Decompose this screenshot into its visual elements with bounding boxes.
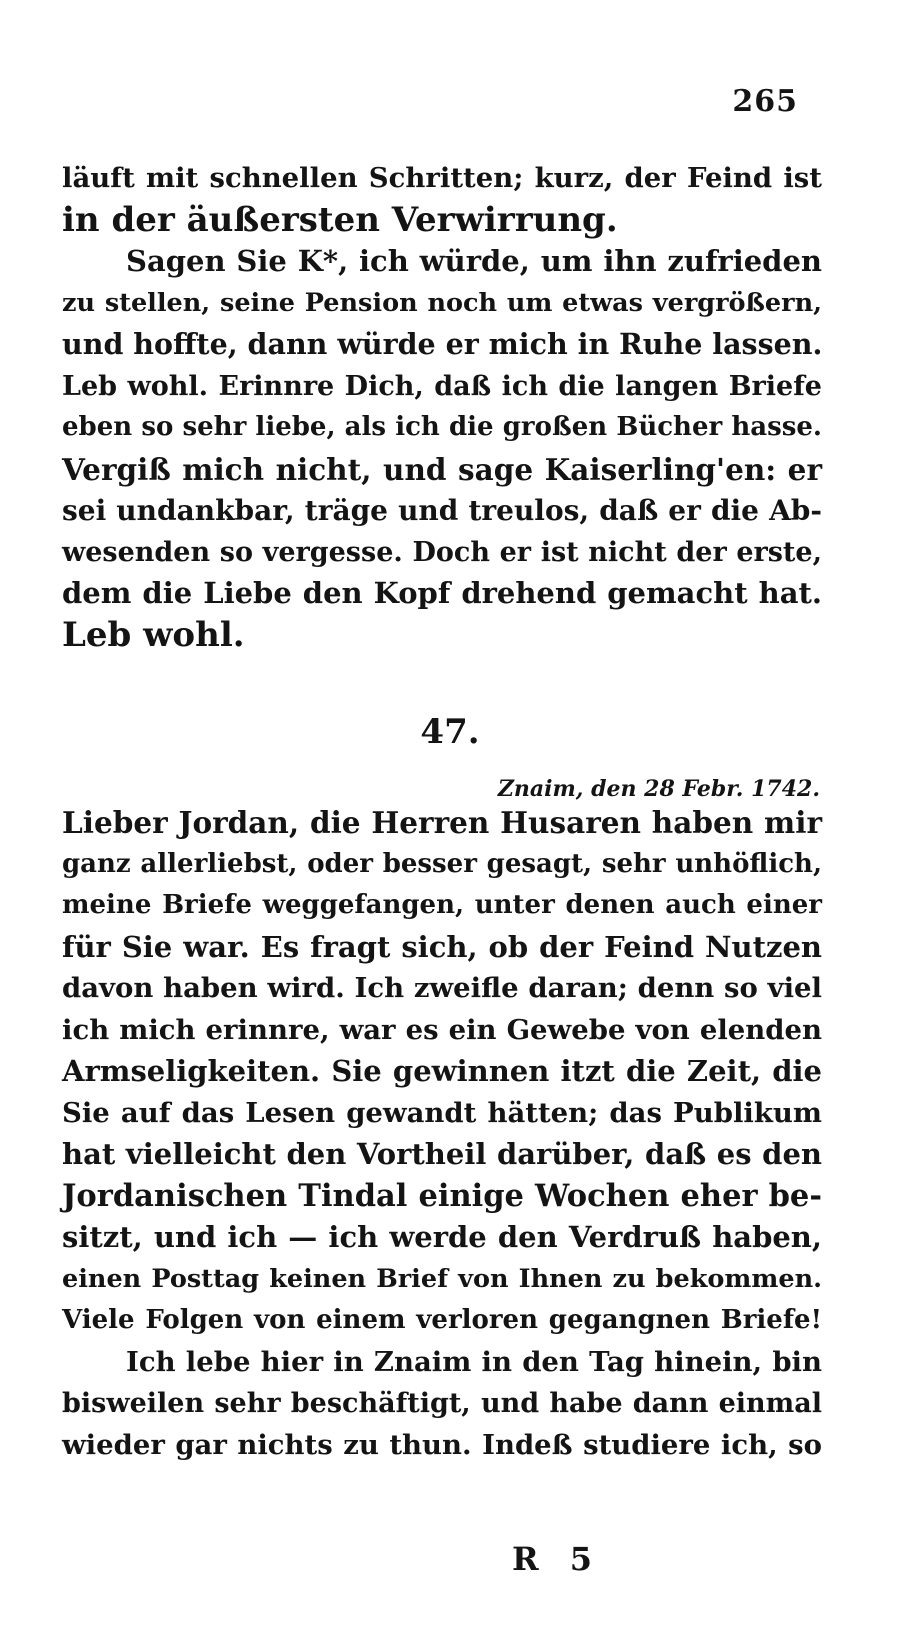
text-line: hat vielleicht den Vortheil darüber, daß es den <box>62 1137 822 1171</box>
text-line: Ich lebe hier in Znaim in den Tag hinein, bin <box>126 1345 822 1378</box>
text-line: Sie auf das Lesen gewandt hätten; das Publikum <box>62 1096 822 1129</box>
page-number: 265 <box>732 84 798 119</box>
text-line: dem die Liebe den Kopf drehend gemacht hat. <box>62 576 822 610</box>
text-line: einen Posttag keinen Brief von Ihnen zu bekommen. <box>62 1263 822 1294</box>
text-line: Jordanischen Tindal einige Wochen eher be- <box>62 1177 822 1214</box>
text-line: bisweilen sehr beschäftigt, und habe dann einmal <box>62 1388 822 1419</box>
text-line: Sagen Sie K*, ich würde, um ihn zufrieden <box>126 244 822 278</box>
text-line: davon haben wird. Ich zweifle daran; denn so viel <box>62 972 822 1004</box>
text-line: für Sie war. Es fragt sich, ob der Feind Nutzen <box>62 929 822 964</box>
text-line: sei undankbar, träge und treulos, daß er die Ab- <box>62 494 822 527</box>
letter-46-ending <box>62 158 822 656</box>
text-line: Armseligkeiten. Sie gewinnen itzt die Zeit, die <box>62 1054 822 1088</box>
text-line: und hoffte, dann würde er mich in Ruhe lassen. <box>62 327 823 361</box>
text-line: Viele Folgen von einem verloren gegangnen Briefe! <box>62 1305 822 1335</box>
text-line: sitzt, und ich — ich werde den Verdruß haben, <box>62 1220 822 1254</box>
letter-47-body <box>62 802 822 1466</box>
text-line: wieder gar nichts zu thun. Indeß studiere ich, so <box>62 1428 822 1461</box>
text-line: Leb wohl. Erinnre Dich, daß ich die langen Briefe <box>62 370 822 402</box>
text-line: meine Briefe weggefangen, unter denen auch einer <box>62 890 822 920</box>
text-line: ganz allerliebst, oder besser gesagt, sehr unhöflich, <box>62 848 822 879</box>
dateline: Znaim, den 28 Febr. 1742. <box>497 776 820 802</box>
text-line: Leb wohl. <box>62 614 245 655</box>
text-line: Lieber Jordan, die Herren Husaren haben mir <box>62 805 822 840</box>
text-line: zu stellen, seine Pension noch um etwas vergrößern, <box>62 287 822 318</box>
text-line: in der äußersten Verwirrung. <box>62 199 618 240</box>
text-line: ich mich erinnre, war es ein Gewebe von elenden <box>62 1013 822 1046</box>
text-line: wesenden so vergesse. Doch er ist nicht der erste, <box>62 536 822 568</box>
signature-mark: R 5 <box>512 1540 602 1578</box>
text-line: eben so sehr liebe, als ich die großen Bücher hasse. <box>62 412 822 442</box>
text-line: Vergiß mich nicht, und sage Kaiserling'en: er <box>62 451 822 487</box>
letter-number: 47. <box>420 712 480 752</box>
text-line: läuft mit schnellen Schritten; kurz, der Feind ist <box>62 162 822 194</box>
